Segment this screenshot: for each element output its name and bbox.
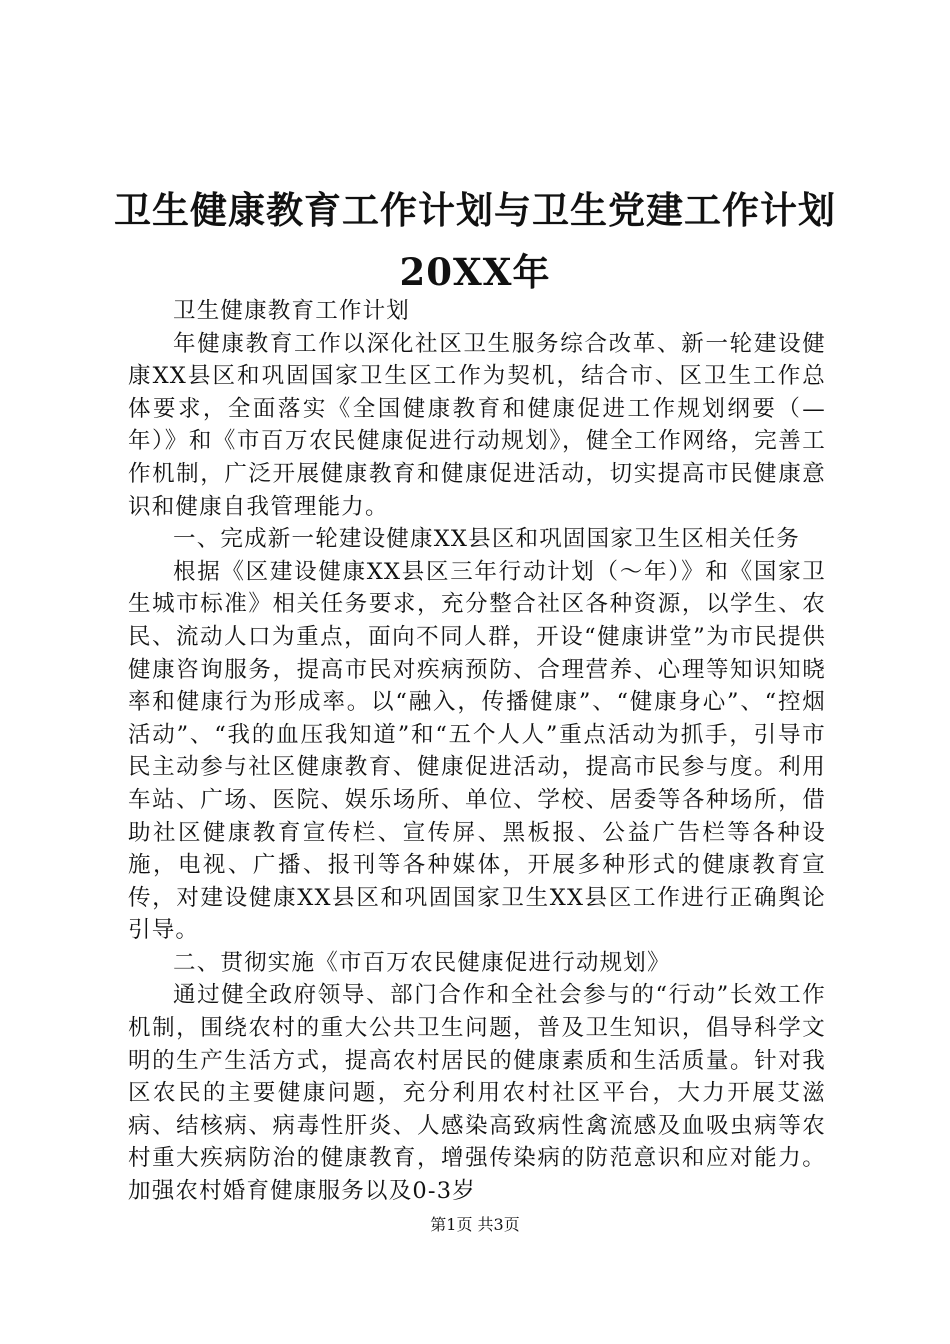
body-paragraph: 通过健全政府领导、部门合作和全社会参与的“行动”长效工作机制，围绕农村的重大公共卫生问题，普及卫生知识，倡导科学文明的生产生活方式，提高农村居民的健康素质和生活质量。针对我区农民的主要健康问题，充分利用农村社区平台，大力开展艾滋病、结核病、病毒性肝炎、人感染高致病性禽流感及血吸虫病等农村重大疾病防治的健康教育，增强传染病的防范意识和应对能力。加强农村婚育健康服务以及0-3岁: [128, 982, 826, 1205]
section-heading: 一、完成新一轮建设健康XX县区和巩固国家卫生区相关任务: [173, 526, 800, 553]
document-title-line-1: 卫生健康教育工作计划与卫生党建工作计划: [114, 188, 836, 232]
document-body: [128, 295, 826, 1208]
section-heading: 二、贯彻实施《市百万农民健康促进行动规划》: [173, 949, 671, 976]
page-number-footer: 第1页 共3页: [430, 1215, 520, 1234]
body-paragraph: 根据《区建设健康XX县区三年行动计划（～年）》和《国家卫生城市标准》相关任务要求，充分整合社区各种资源，以学生、农民、流动人口为重点，面向不同人群，开设“健康讲堂”为市民提供健康咨询服务，提高市民对疾病预防、合理营养、心理等知识知晓率和健康行为形成率。以“融入，传播健康”、“健康身心”、“控烟活动”、“我的血压我知道”和“五个人人”重点活动为抓手，引导市民主动参与社区健康教育、健康促进活动，提高市民参与度。利用车站、广场、医院、娱乐场所、单位、学校、居委等各种场所，借助社区健康教育宣传栏、宣传屏、黑板报、公益广告栏等各种设施，电视、广播、报刊等各种媒体，开展多种形式的健康教育宣传，对建设健康XX县区和巩固国家卫生XX县区工作进行正确舆论引导。: [128, 558, 826, 944]
body-paragraph: 年健康教育工作以深化社区卫生服务综合改革、新一轮建设健康XX县区和巩固国家卫生区工作为契机，结合市、区卫生工作总体要求，全面落实《全国健康教育和健康促进工作规划纲要（—年）》和《市百万农民健康促进行动规划》，健全工作网络，完善工作机制，广泛开展健康教育和健康促进活动，切实提高市民健康意识和健康自我管理能力。: [128, 330, 826, 520]
section-heading: 卫生健康教育工作计划: [173, 298, 411, 324]
document-title-line-2: 20XX年: [399, 250, 551, 294]
